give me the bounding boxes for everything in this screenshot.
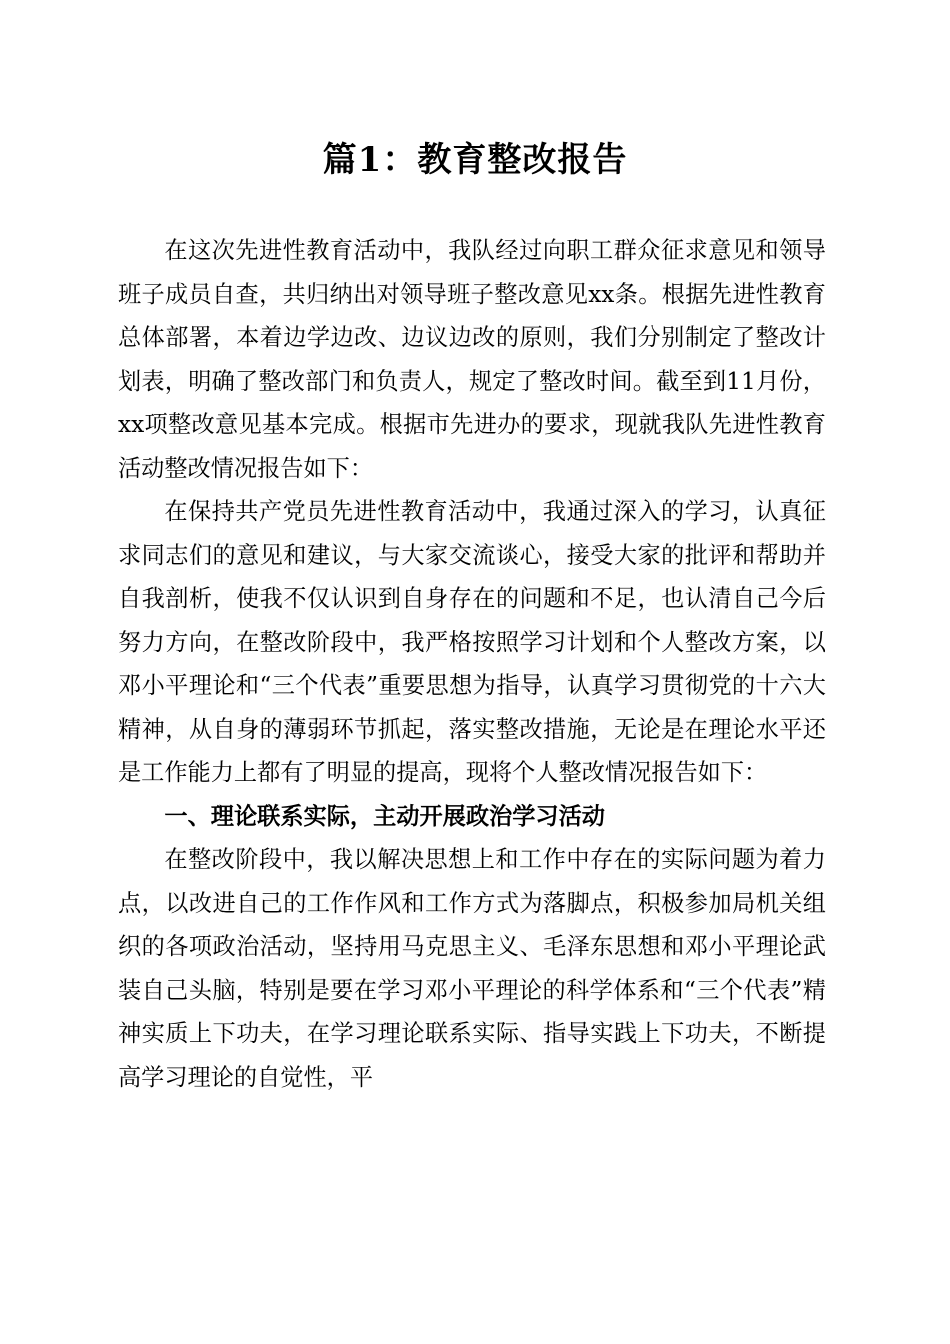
section-heading: 一、理论联系实际，主动开展政治学习活动 [164, 802, 605, 830]
document-body [118, 229, 826, 1099]
document-title: 篇1：教育整改报告 [322, 140, 628, 180]
self-review-paragraph: 在保持共产党员先进性教育活动中，我通过深入的学习，认真征求同志们的意见和建议，与大家交流谈心，接受大家的批评和帮助并自我剖析，使我不仅认识到自身存在的问题和不足，也认清自己今后努力方向，在整改阶段中，我严格按照学习计划和个人整改方案，以邓小平理论和“三个代表”重要思想为指导，认真学习贯彻党的十六大精神，从自身的薄弱环节抓起，落实整改措施，无论是在理论水平还是工作能力上都有了明显的提高，现将个人整改情况报告如下： [118, 498, 826, 786]
intro-paragraph: 在这次先进性教育活动中，我队经过向职工群众征求意见和领导班子成员自查，共归纳出对领导班子整改意见xx条。根据先进性教育总体部署，本着边学边改、边议边改的原则，我们分别制定了整改计划表，明确了整改部门和负责人，规定了整改时间。截至到11月份，xx项整改意见基本完成。根据市先进办的要求，现就我队先进性教育活动整改情况报告如下： [118, 237, 826, 482]
section-paragraph: 在整改阶段中，我以解决思想上和工作中存在的实际问题为着力点，以改进自己的工作作风和工作方式为落脚点，积极参加局机关组织的各项政治活动，坚持用马克思主义、毛泽东思想和邓小平理论武装自己头脑，特别是要在学习邓小平理论的科学体系和“三个代表”精神实质上下功夫，在学习理论联系实际、指导实践上下功夫，不断提高学习理论的自觉性，平 [118, 846, 826, 1091]
